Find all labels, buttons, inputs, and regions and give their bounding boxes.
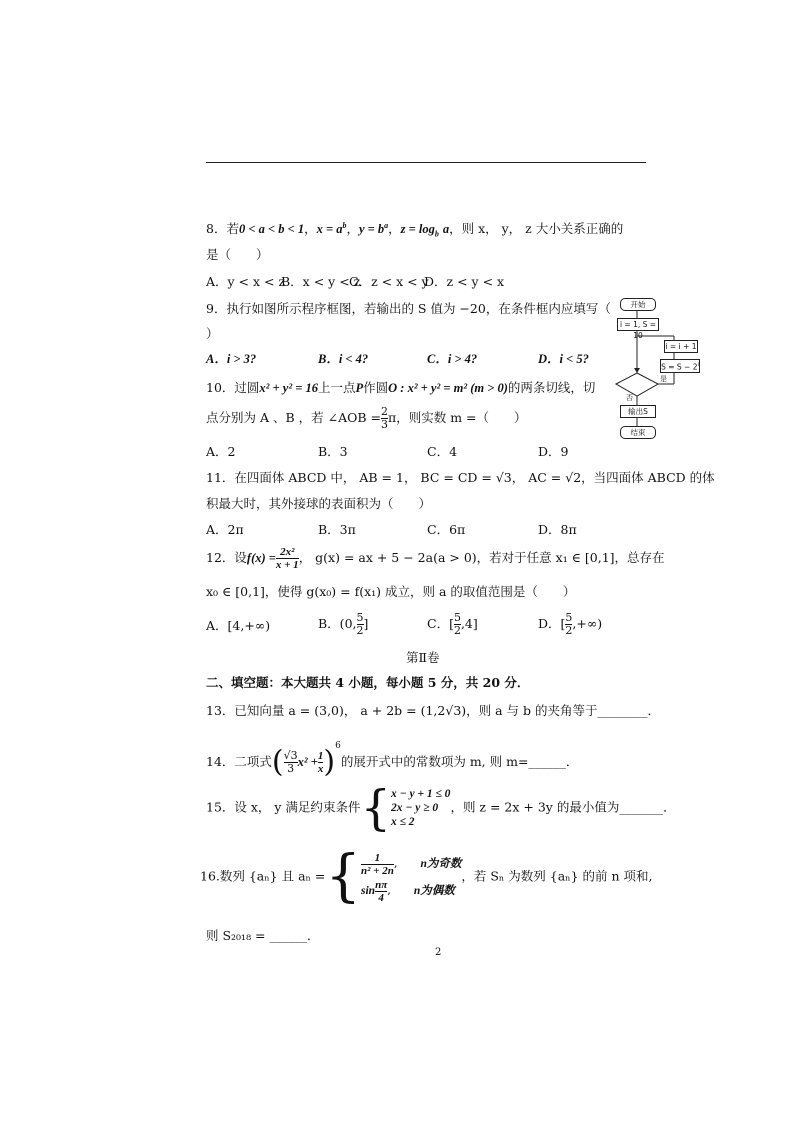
- q10-text-f: π，则实数 m =（ ）: [388, 410, 527, 425]
- q16-brace: {: [325, 844, 362, 909]
- flowchart-yes-label: 是: [660, 375, 667, 383]
- q16-case1-frac: [361, 852, 394, 877]
- q12-option-a: A．[4,+∞): [206, 618, 271, 633]
- q14-line: [206, 738, 579, 780]
- q12-text-b: ， g(x) = ax + 5 − 2a(a > 0)，若对于任意 x₁ ∈ [0,1]，总存在: [298, 550, 665, 565]
- q10-option-c: C．4: [427, 444, 458, 459]
- flowchart-start: 开始: [620, 298, 656, 311]
- q11-option-a: A．2π: [206, 522, 244, 537]
- q15-line: [206, 780, 676, 836]
- q12-option-b: [318, 612, 368, 637]
- q12-option-c: [427, 612, 478, 637]
- q9-option-a: A．i > 3?: [206, 352, 257, 366]
- q16-case2-den: 4: [378, 891, 384, 904]
- section-title: 第Ⅱ卷: [406, 650, 440, 665]
- q14-left-paren: (: [271, 744, 284, 780]
- q12-d-pre: D．[: [538, 616, 566, 631]
- condition-diamond: [616, 373, 658, 396]
- q9-option-d: D．i < 5?: [538, 352, 589, 366]
- q12-b-num: 5: [356, 611, 364, 624]
- q14-frac1-num: √3: [283, 749, 298, 762]
- q16-line2: 则 S₂₀₁₈ = ______．: [206, 928, 320, 943]
- q10-option-a: A．2: [206, 444, 236, 459]
- q11-option-c: C．6π: [427, 522, 466, 537]
- update-s-text: S = S − 2: [661, 362, 698, 372]
- q12-line2: x₀ ∈ [0,1]，使得 g(x₀) = f(x₁) 成立，则 a 的取值范围是（ ）: [206, 584, 576, 599]
- q11-line1: 11．在四面体 ABCD 中， AB = 1， BC = CD = √3， AC = √2，当四面体 ABCD 的体: [206, 470, 715, 485]
- q14-suffix: 的展开式中的常数项为 m, 则 m=______．: [340, 754, 579, 769]
- q16-case1-cond: n为奇数: [420, 858, 462, 870]
- q15-prefix: 15．设 x， y 满足约束条件: [206, 799, 361, 815]
- q15-constraints: [391, 787, 450, 829]
- q16-case2-cond: n为偶数: [413, 885, 455, 897]
- q11-line2: 积最大时，其外接球的表面积为（ ）: [206, 496, 432, 511]
- flowchart-end: 结束: [620, 426, 656, 439]
- q12-text-a: 12．设: [206, 550, 247, 565]
- q12-b-frac: [357, 612, 364, 637]
- q12-b-post: ]: [363, 616, 369, 631]
- q10-text-d: 的两条切线，切: [507, 380, 596, 395]
- q14-frac1-den: 3: [287, 762, 295, 775]
- page-number: 2: [435, 947, 442, 958]
- q8-tail: ，则 x， y， z 大小关系正确的: [449, 221, 624, 237]
- q8-line2: 是（ ）: [206, 247, 269, 262]
- q8-x-def: x = a: [316, 222, 343, 237]
- flowchart-update-i: i = i + 1: [665, 342, 697, 351]
- flowchart-init: i = 1, S = 10: [617, 318, 659, 331]
- q15-constraint-2: 2x − y ≥ 0: [391, 802, 439, 814]
- q14-frac2-num: 1: [317, 750, 324, 762]
- q12-c-num: 5: [453, 611, 461, 624]
- q15-brace: {: [360, 780, 391, 836]
- q12-f-den: x + 1: [275, 559, 299, 571]
- q8-z-arg: a: [442, 222, 450, 237]
- header-rule: [206, 162, 646, 163]
- q16-case2-pre: sin: [361, 885, 376, 897]
- q14-power: 6: [335, 741, 341, 751]
- q8-y-exp: a: [384, 221, 389, 230]
- q10-line2: [206, 406, 527, 431]
- q16-case1-num: 1: [361, 852, 394, 865]
- q8-z-base: b: [434, 229, 439, 239]
- q12-c-post: ,4]: [460, 616, 478, 631]
- q12-b-den: 2: [356, 624, 364, 637]
- q10-text-e: 点分别为 A 、B ，若 ∠AOB =: [206, 410, 381, 425]
- q11-option-b: B．3π: [318, 522, 356, 537]
- q14-prefix: 14．二项式: [206, 754, 272, 769]
- q16-suffix: ，若 Sₙ 为数列 {aₙ} 的前 n 项和,: [461, 868, 653, 884]
- q12-f-fraction: [276, 546, 299, 571]
- q10-option-b: B．3: [318, 444, 348, 459]
- q10-text-a: 10．过圆: [206, 380, 260, 395]
- q13-text: 13．已知向量 a = (3,0)， a + 2b = (1,2√3)，则 a 与 b 的夹角等于________．: [206, 703, 661, 718]
- q8-line1: 8．若0 < a < b < 1，$x = a^b$，$y = b^a$，$z = \log_b a$，则 x， y， z 大小关系正确的: [206, 221, 624, 239]
- q8-x-exp: b: [342, 221, 347, 230]
- q8-option-b: B．x < y < z: [281, 274, 361, 289]
- q14-mid: x² +: [297, 755, 318, 769]
- q10-text-c: 作圆: [363, 380, 389, 395]
- flowchart-no-label: 否: [626, 394, 633, 402]
- q8-option-a: A．y < x < z: [206, 274, 286, 289]
- q8-option-c: C．z < x < y: [349, 274, 429, 289]
- q10-angle-fraction: [381, 406, 388, 431]
- q10-point: P: [355, 381, 364, 395]
- q14-frac2-den: x: [317, 763, 324, 775]
- q16-case2-frac: [375, 879, 387, 904]
- q9-line1: 9．执行如图所示程序框图，若输出的 S 值为 −20，在条件框内应填写（: [206, 301, 611, 316]
- q8-y-def: y = b: [358, 222, 385, 237]
- q12-d-num: 5: [565, 611, 573, 624]
- q12-d-post: ,+∞): [572, 616, 603, 631]
- q12-c-pre: C．[: [427, 616, 454, 631]
- q12-f-num: 2x²: [276, 546, 299, 559]
- q12-c-den: 2: [453, 624, 461, 637]
- q12-d-den: 2: [565, 624, 573, 637]
- q14-frac1: [284, 750, 298, 775]
- q15-constraint-3: x ≤ 2: [391, 816, 415, 828]
- q11-option-d: D．8π: [538, 522, 577, 537]
- q10-line1: [206, 380, 595, 396]
- q8-condition: 0 < a < b < 1: [238, 222, 305, 237]
- q8-prefix: 8．若: [206, 221, 239, 237]
- q10-frac-num: 2: [381, 405, 388, 418]
- q12-b-pre: B．(0,: [318, 616, 357, 631]
- q9-line2: ）: [206, 326, 219, 341]
- flowchart-output: 输出S: [620, 405, 656, 418]
- q10-circle1: x² + y² = 16: [259, 381, 318, 395]
- q12-c-frac: [454, 612, 461, 637]
- q14-right-paren: ): [323, 744, 336, 780]
- flowchart-update-s: [660, 359, 700, 373]
- q16-line1: [200, 844, 653, 909]
- q9-option-b: B．i < 4?: [318, 352, 369, 366]
- q16-cases: $\frac{1}{\text{n² + 2n}}$ , n为奇数 sin $\frac{n\pi}{4}$ , n为偶数: [361, 851, 462, 904]
- q15-constraint-1: x − y + 1 ≤ 0: [391, 788, 451, 800]
- q10-frac-den: 3: [381, 418, 388, 431]
- q12-f-lhs: f(x) =: [246, 551, 276, 565]
- update-s-exp: i: [697, 362, 699, 368]
- q10-option-d: D．9: [538, 444, 569, 459]
- q15-suffix: ，则 z = 2x + 3y 的最小值为_______．: [450, 799, 676, 815]
- q16-case1-den: n² + 2n: [361, 864, 394, 877]
- q10-text-b: 上一点: [317, 380, 356, 395]
- q12-line1: [206, 546, 665, 571]
- q8-option-d: D．z < y < x: [424, 274, 505, 289]
- part2-heading: 二、填空题：本大题共 4 小题，每小题 5 分，共 20 分．: [206, 675, 530, 690]
- q16-prefix: 16.数列 {aₙ} 且 aₙ =: [200, 868, 326, 884]
- q12-option-d: [538, 612, 602, 637]
- q16-case2-num: nπ: [375, 878, 388, 891]
- q10-circle2: O : x² + y² = m² (m > 0): [388, 381, 508, 395]
- q8-z-def: z = log: [400, 222, 435, 237]
- q9-option-c: C．i > 4?: [427, 352, 478, 366]
